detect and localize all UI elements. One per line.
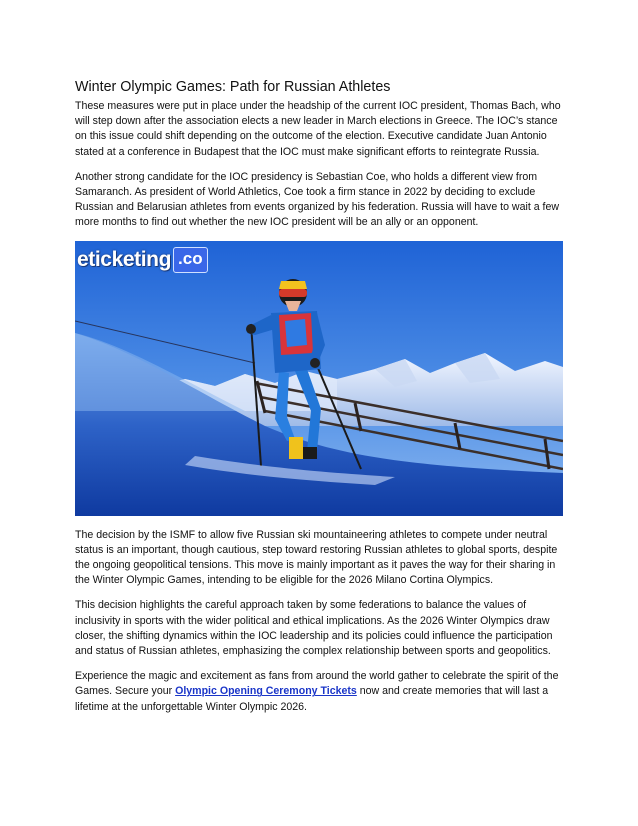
logo-text: eticketing: [77, 247, 172, 271]
paragraph-5-after: now and create memories that will last a lifetime at the unforgettable Winter Olympic 2026.: [75, 685, 549, 713]
ski-mountaineer-photo: [75, 241, 563, 516]
logo-badge: .co: [173, 247, 208, 273]
eticketing-logo: [77, 245, 208, 275]
article-title: Winter Olympic Games: Path for Russian Athletes: [75, 79, 391, 95]
paragraph-5: [75, 669, 563, 715]
opening-ceremony-tickets-link[interactable]: Olympic Opening Ceremony Tickets: [175, 685, 357, 698]
photo-scene: [75, 241, 563, 516]
paragraph-1: These measures were put in place under the headship of the current IOC president, Thomas Bach, who will step down after the association elects a new leader in March elections in Greece. The IOC’s stance on this issue could shift depending on the outcome of the election. Executive candidate Juan Antonio stated at a conference in Budapest that the IOC must make significant efforts to reintegrate Russia.: [75, 100, 561, 158]
article: [75, 78, 563, 725]
paragraph-4: This decision highlights the careful approach taken by some federations to balance the values of inclusivity in sports with the wider political and ethical implications. As the 2026 Winter Olympics draw closer, the shifting dynamics within the IOC leadership and its policies could influence the participation and status of Russian athletes, emphasizing the complex relationship between sports and geopolitics.: [75, 599, 553, 658]
paragraph-3: The decision by the ISMF to allow five Russian ski mountaineering athletes to compete under neutral status is an important, though cautious, step toward restoring Russian athletes to global sports, despite the ongoing geopolitical tensions. This move is mainly important as it paves the way for their sharing in the Winter Olympic Games, intending to be eligible for the 2026 Milano Cortina Olympics.: [75, 528, 558, 587]
paragraph-5-before: Experience the magic and excitement as fans from around the world gather to celebrate the spirit of the Games. Secure your: [75, 670, 559, 698]
paragraph-2: Another strong candidate for the IOC presidency is Sebastian Coe, who holds a different view from Samaranch. As president of World Athletics, Coe took a firm stance in 2022 by deciding to exclude Russian and Belarusian athletes from events organized by his federation. Russia will have to wait a few more months to find out whether the new IOC president will be an ally or an opponent.: [75, 170, 560, 229]
